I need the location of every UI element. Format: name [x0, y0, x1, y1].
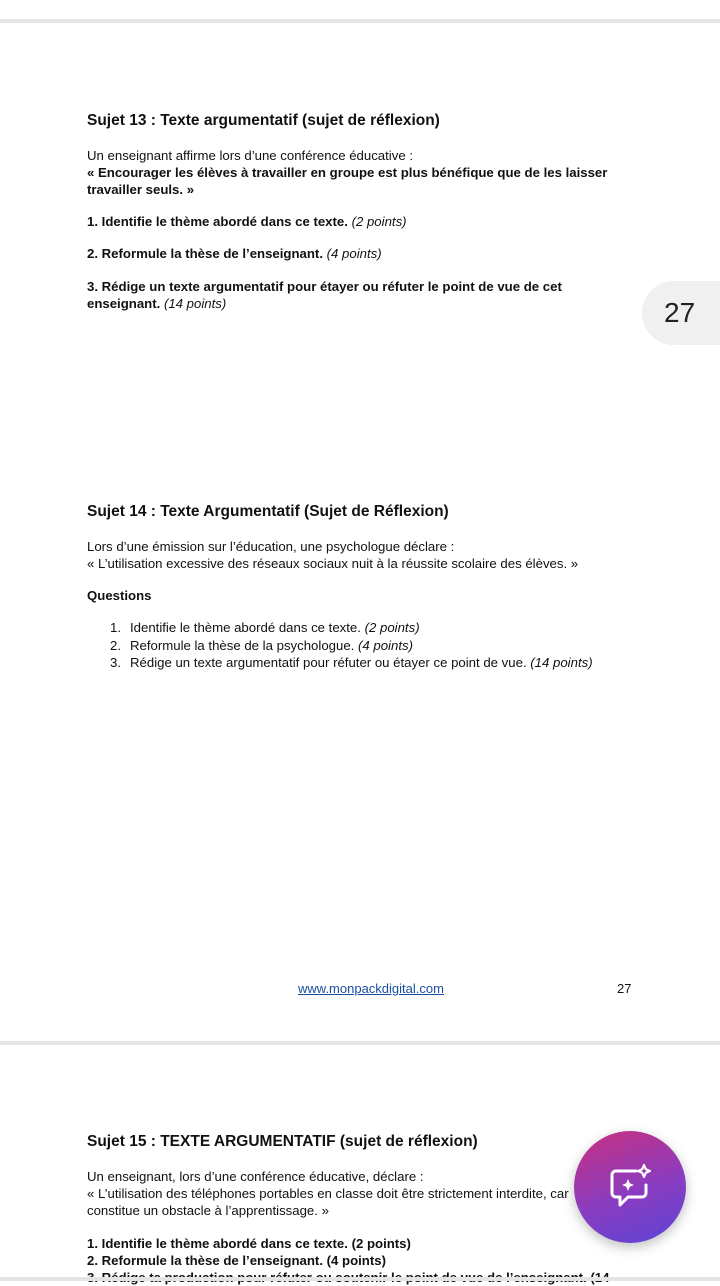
list-item: [110, 619, 593, 637]
list-number: 2.: [110, 637, 121, 653]
footer-website-link[interactable]: www.monpackdigital.com: [298, 981, 444, 996]
list-number: 1.: [110, 620, 121, 635]
subject-13-question-3-line2: [87, 295, 226, 312]
subject-15-title: Sujet 15 : TEXTE ARGUMENTATIF (sujet de réflexion): [87, 1133, 478, 1150]
subject-15-intro: Un enseignant, lors d’une conférence éducative, déclare :: [87, 1169, 424, 1184]
subject-15-question-1: 1. Identifie le thème abordé dans ce texte. (2 points): [87, 1236, 411, 1251]
list-item: [110, 654, 593, 672]
page-separator: [0, 1041, 720, 1045]
page-separator-bottom: [0, 1277, 720, 1281]
page-indicator: 27: [642, 281, 720, 345]
list-number: 3.: [110, 655, 121, 670]
subject-13-quote-line1: « Encourager les élèves à travailler en groupe est plus bénéfique que de les laisser: [87, 165, 608, 180]
question-text: Rédige un texte argumentatif pour réfuter ou étayer ce point de vue.: [130, 655, 527, 670]
ai-assistant-button[interactable]: [574, 1131, 686, 1243]
subject-13-quote-line2: travailler seuls. »: [87, 182, 195, 197]
question-text: Identifie le thème abordé dans ce texte.: [130, 620, 361, 635]
subject-14-questions-heading: Questions: [87, 588, 152, 603]
question-text: enseignant.: [87, 296, 161, 311]
subject-13-intro: Un enseignant affirme lors d’une conférence éducative :: [87, 148, 413, 163]
question-text: 1. Identifie le thème abordé dans ce texte.: [87, 214, 348, 229]
question-points: (2 points): [351, 214, 407, 229]
subject-14-title: Sujet 14 : Texte Argumentatif (Sujet de Réflexion): [87, 503, 449, 520]
question-points: (2 points): [364, 620, 420, 635]
subject-13-question-1: [87, 213, 407, 230]
question-points: (14 points): [163, 296, 227, 311]
question-points: (4 points): [358, 637, 413, 653]
subject-15-quote-line1: « L’utilisation des téléphones portables en classe doit être strictement interdite, car: [87, 1186, 569, 1201]
question-points: (14 points): [530, 655, 593, 670]
subject-15-question-2: 2. Reformule la thèse de l’enseignant. (4 points): [87, 1253, 386, 1268]
footer-page-number: 27: [617, 981, 632, 996]
question-points: (4 points): [326, 246, 382, 261]
subject-14-intro: Lors d’une émission sur l’éducation, une psychologue déclare :: [87, 539, 455, 554]
question-text: 2. Reformule la thèse de l’enseignant.: [87, 246, 323, 261]
subject-14-quote: « L’utilisation excessive des réseaux sociaux nuit à la réussite scolaire des élèves. »: [87, 556, 579, 571]
subject-13-title: Sujet 13 : Texte argumentatif (sujet de réflexion): [87, 112, 440, 129]
subject-13-question-2: [87, 245, 382, 262]
subject-14-question-list: [110, 619, 593, 672]
list-item: [110, 637, 593, 655]
ai-chat-sparkle-icon: [606, 1163, 654, 1211]
subject-15-quote-line2: constitue un obstacle à l’apprentissage. »: [87, 1203, 329, 1218]
question-text: Reformule la thèse de la psychologue.: [130, 637, 355, 653]
subject-13-question-3-line1: 3. Rédige un texte argumentatif pour étayer ou réfuter le point de vue de cet: [87, 279, 562, 294]
